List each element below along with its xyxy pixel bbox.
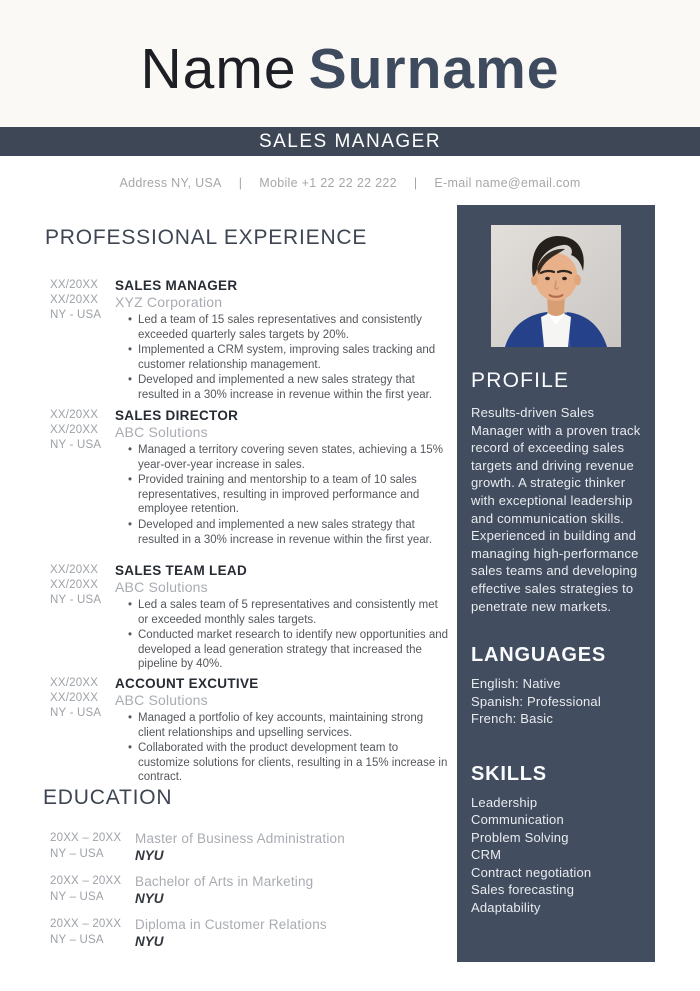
languages-list — [471, 675, 641, 728]
skill-item: Problem Solving — [471, 829, 569, 845]
job-bullet: • Collaborated with the product development team to customize solutions for clients, resulting in a 15% increase in contract. — [128, 741, 450, 785]
job-bullet: • Managed a portfolio of key accounts, maintaining strong client relationships and upselling services. — [128, 711, 450, 740]
job-bullet: • Implemented a CRM system, improving sales tracking and customer relationship management. — [128, 343, 450, 372]
contact-row — [0, 176, 700, 190]
job-dates: XX/20XX XX/20XX NY - USA — [50, 279, 102, 321]
education-school: NYU — [135, 934, 164, 949]
job-title: SALES MANAGER — [115, 278, 238, 293]
candidate-name — [0, 36, 700, 102]
profile-photo — [491, 225, 621, 347]
job-bullet-list — [128, 598, 450, 672]
job-dates: XX/20XX XX/20XX NY - USA — [50, 677, 102, 719]
experience-heading: PROFESSIONAL EXPERIENCE — [45, 226, 368, 249]
skill-item: Contract negotiation — [471, 864, 592, 880]
sidebar — [457, 205, 655, 962]
education-heading: EDUCATION — [43, 786, 173, 809]
job-bullet: • Managed a territory covering seven states, achieving a 15% year-over-year increase in sales. — [128, 443, 450, 472]
education-school: NYU — [135, 848, 164, 863]
job-bullet-list — [128, 313, 450, 403]
contact-separator: | — [238, 176, 243, 190]
job-dates: XX/20XX XX/20XX NY - USA — [50, 564, 102, 606]
education-dates: 20XX – 20XX NY – USA — [50, 875, 122, 903]
contact-email: E-mail name@email.com — [434, 176, 581, 190]
profile-text: Results-driven Sales Manager with a proven track record of exceeding sales targets and driving revenue growth. A strategic thinker with exceptional leadership and communication skills. Experienced in building and managing high-performance sales teams and developing effective sales strategies to penetrate new markets. — [471, 405, 641, 614]
job-bullet: • Developed and implemented a new sales strategy that resulted in a 30% increase in revenue within the first year. — [128, 518, 450, 547]
job-bullet: • Conducted market research to identify new opportunities and developed a lead generation strategy that increased the pipeline by 40%. — [128, 628, 450, 672]
job-company: ABC Solutions — [115, 424, 208, 440]
job-bullet: • Led a sales team of 5 representatives and consistently met or exceeded monthly sales targets. — [128, 598, 450, 627]
education-dates: 20XX – 20XX NY – USA — [50, 832, 122, 860]
contact-separator: | — [413, 176, 418, 190]
job-bullet: • Developed and implemented a new sales strategy that resulted in a 30% increase in revenue within the first year. — [128, 373, 450, 402]
contact-mobile: Mobile +1 22 22 22 222 — [259, 176, 397, 190]
job-title-banner — [0, 127, 700, 156]
skill-item: Adaptability — [471, 899, 541, 915]
last-name: Surname — [308, 37, 560, 101]
job-bullet-list — [128, 711, 450, 785]
job-entry — [50, 408, 450, 548]
job-company: ABC Solutions — [115, 692, 208, 708]
languages-heading: LANGUAGES — [471, 644, 606, 667]
language-item: English: Native — [471, 676, 561, 692]
education-degree: Bachelor of Arts in Marketing — [135, 874, 314, 889]
job-entry — [50, 676, 450, 786]
education-degree: Master of Business Administration — [135, 831, 345, 846]
job-dates: XX/20XX XX/20XX NY - USA — [50, 409, 102, 451]
job-bullet-list — [128, 443, 450, 547]
skill-item: Leadership — [471, 794, 538, 810]
education-dates: 20XX – 20XX NY – USA — [50, 918, 122, 946]
job-title-text: SALES MANAGER — [258, 130, 442, 152]
job-company: XYZ Corporation — [115, 294, 223, 310]
language-item: French: Basic — [471, 711, 554, 727]
job-company: ABC Solutions — [115, 579, 208, 595]
language-item: Spanish: Professional — [471, 693, 601, 709]
skill-item: CRM — [471, 847, 502, 863]
skills-list — [471, 794, 641, 917]
skill-item: Sales forecasting — [471, 882, 575, 898]
skill-item: Communication — [471, 812, 564, 828]
education-school: NYU — [135, 891, 164, 906]
job-title: ACCOUNT EXCUTIVE — [115, 676, 259, 691]
education-entry — [50, 916, 450, 950]
job-bullet: • Provided training and mentorship to a team of 10 sales representatives, resulting in improved performance and employee retention. — [128, 473, 450, 517]
job-entry — [50, 278, 450, 404]
education-degree: Diploma in Customer Relations — [135, 917, 327, 932]
job-entry — [50, 563, 450, 673]
job-bullet: • Led a team of 15 sales representatives and consistently exceeded quarterly sales targets by 20%. — [128, 313, 450, 342]
profile-heading: PROFILE — [471, 369, 570, 392]
contact-address: Address NY, USA — [119, 176, 222, 190]
skills-heading: SKILLS — [471, 762, 547, 785]
education-entry — [50, 830, 450, 864]
job-title: SALES DIRECTOR — [115, 408, 239, 423]
education-entry — [50, 873, 450, 907]
job-title: SALES TEAM LEAD — [115, 563, 248, 578]
first-name: Name — [140, 37, 297, 101]
